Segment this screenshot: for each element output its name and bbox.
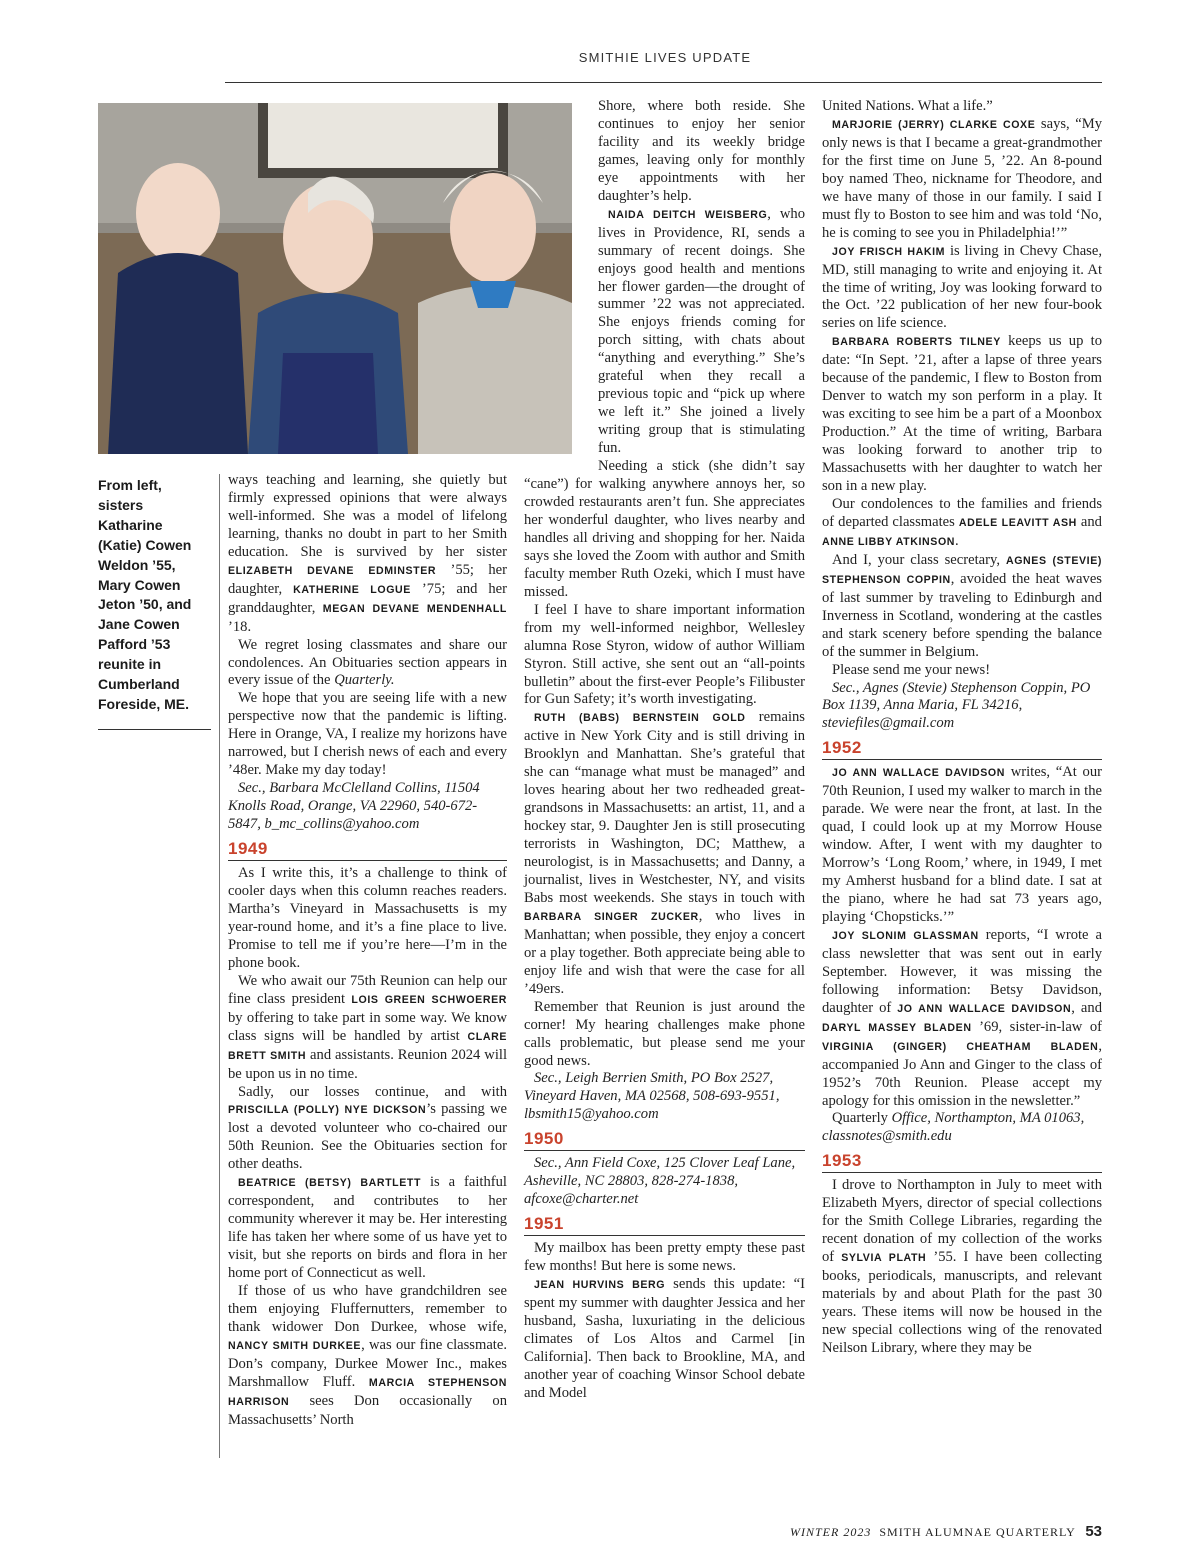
photo-illustration bbox=[98, 103, 572, 454]
secretary-contact: Sec., Agnes (Stevie) Stephenson Coppin, PO Box 1139, Anna Maria, FL 34216, steviefiles@gmail.com bbox=[822, 679, 1091, 732]
classmate-name: BARBARA SINGER ZUCKER bbox=[524, 910, 699, 923]
classmate-name: ELIZABETH DEVANE EDMINSTER bbox=[228, 564, 437, 577]
classmate-name: MARJORIE (JERRY) CLARKE COXE bbox=[832, 118, 1036, 131]
paragraph: JOY FRISCH HAKIM is living in Chevy Chase, MD, still managing to write and enjoying it. At the time of writing, Joy was looking forward to the Oct. ’22 publication of her new four-book series on life science. bbox=[822, 242, 1102, 332]
classmate-name: BARBARA ROBERTS TILNEY bbox=[832, 336, 1001, 349]
paragraph: We regret losing classmates and share our condolences. An Obituaries section appears in every issue of the Quarterly. bbox=[228, 636, 507, 689]
classmate-name: RUTH (BABS) BERNSTEIN GOLD bbox=[534, 712, 746, 725]
paragraph: Shore, where both reside. She continues to enjoy her senior facility and its weekly bridge games, leaving only for monthly eye appointments with her daughter’s help. bbox=[598, 98, 805, 204]
caption-rule bbox=[98, 729, 211, 730]
class-year-heading: 1953 bbox=[822, 1151, 1102, 1173]
paragraph: Needing a stick (she didn’t say “cane”) for walking anywhere annoys her, so crowded restaurants aren’t fun. She appreciates her wonderful daughter, who lives nearby and handles all driving and shopping for her. Naida says she loved the Zoom with author and Smith faculty member Ruth Ozeki, which I must have missed. bbox=[524, 458, 805, 600]
paragraph: JEAN HURVINS BERG sends this update: “I spent my summer with daughter Jessica and her husband, Sasha, luxuriating in the delicious climates of Los Altos and Carmel [in California]. Then back to Brookline, MA, and another year of coaching Winsor School debate and Model bbox=[524, 1276, 805, 1401]
classmate-name: NAIDA DEITCH WEISBERG bbox=[608, 208, 768, 221]
paragraph: MARJORIE (JERRY) CLARKE COXE says, “My only news is that I became a great-grandmother for the first time on June 5, ’22. An 8-pound boy named Theo, nickname for Theodore, and we have many of those in our family. I said I must fly to Boston to see him and was told ‘No, he is coming to see you in Philadelphia!’” bbox=[822, 115, 1102, 241]
classmate-name: NANCY SMITH DURKEE bbox=[228, 1339, 362, 1352]
paragraph: NAIDA DEITCH WEISBERG, who lives in Providence, RI, sends a summary of recent doings. She enjoys good health and mentions her flower garden—the drought of summer ’22 was not appreciated. She enjoys friends coming for porch sitting, with chats about “anything and everything.” She’s grateful when they recall a previous topic and “pick up where we left it.” She joined a lively writing group that is stimulating fun. bbox=[598, 205, 805, 457]
paragraph: If those of us who have grandchildren see them enjoying Fluffernutters, remember to thank widower Don Durkee, whose wife, NANCY SMITH DURKEE, was our fine classmate. Don’s company, Durkee Mower Inc., makes Marshmallow Fluff. MARCIA STEPHENSON HARRISON sees Don occasionally on Massachusetts’ North bbox=[228, 1282, 507, 1428]
classmate-name: LOIS GREEN SCHWOERER bbox=[351, 993, 507, 1006]
classmate-name: CLARE BRETT SMITH bbox=[228, 1030, 507, 1062]
paragraph: United Nations. What a life.” bbox=[822, 98, 993, 114]
classmate-name: KATHERINE LOGUE bbox=[293, 583, 411, 596]
paragraph: Remember that Reunion is just around the corner! My hearing challenges make phone calls problematic, but please send me your good news. bbox=[524, 998, 805, 1069]
paragraph: And I, your class secretary, AGNES (STEVIE) STEPHENSON COPPIN, avoided the heat waves of last summer by traveling to Edinburgh and Inverness in Scotland, wondering at the castles and stark scenery before spending the balance of the summer in Belgium. bbox=[822, 551, 1102, 660]
classmate-name: SYLVIA PLATH bbox=[841, 1252, 927, 1265]
paragraph: We hope that you are seeing life with a new perspective now that the pandemic is lifting. Here in Orange, VA, I realize my horizons have narrowed, but I cherish news of each and every ’48er. Make my day today! bbox=[228, 690, 507, 779]
wrapped-text-block bbox=[524, 98, 805, 458]
secretary-contact: Sec., Ann Field Coxe, 125 Clover Leaf Lane, Asheville, NC 28803, 828-274-1838, afcoxe@charter.net bbox=[524, 1155, 796, 1208]
classmate-name: JO ANN WALLACE DAVIDSON bbox=[897, 1002, 1072, 1015]
column-1 bbox=[228, 472, 507, 1430]
paragraph: Please send me your news! bbox=[832, 661, 991, 678]
classmate-name: ADELE LEAVITT ASH bbox=[958, 516, 1077, 529]
classmate-name: JEAN HURVINS BERG bbox=[534, 1279, 666, 1292]
column-2 bbox=[524, 98, 805, 1403]
classmate-name: JO ANN WALLACE DAVIDSON bbox=[832, 767, 1006, 780]
paragraph: JOY SLONIM GLASSMAN reports, “I wrote a class newsletter that was sent out in early September. However, it was missing the following information: Betsy Davidson, daughter of JO ANN WALLACE DAVIDSON, and DARYL MASSEY BLADEN ’69, sister-in-law of VIRGINIA (GINGER) CHEATHAM BLADEN, accompanied Jo Ann and Ginger to the class of 1952’s 70th Reunion. Please accept my apology for this omission in the newsletter.” bbox=[822, 926, 1103, 1109]
paragraph: Sadly, our losses continue, and with PRISCILLA (POLLY) NYE DICKSON’s passing we lost a devoted volunteer who co-chaired our 50th Reunion. See the Obituaries section for other deaths. bbox=[228, 1083, 507, 1173]
class-year-heading: 1949 bbox=[228, 839, 507, 861]
photo-caption: From left, sisters Katharine (Katie) Cowen Weldon ’55, Mary Cowen Jeton ’50, and Jane Cowen Pafford ’53 reunite in Cumberland Foreside, ME. bbox=[98, 477, 192, 712]
classmate-name: MEGAN DEVANE MENDENHALL bbox=[322, 602, 508, 615]
reunion-photo bbox=[98, 103, 572, 454]
column-3 bbox=[822, 98, 1102, 1358]
class-year-heading: 1950 bbox=[524, 1129, 805, 1151]
magazine-title: SMITH ALUMNAE QUARTERLY bbox=[879, 1525, 1076, 1539]
paragraph: RUTH (BABS) BERNSTEIN GOLD remains active in New York City and is still driving in Brooklyn and Manhattan. She’s grateful that she can “manage what must be managed” and loves hearing about her two redheaded great-grandsons in Massachusetts: an artist, 11, and a hockey star, 9. Daughter Jen is still prosecuting terrorists in Washington, DC; Matthew, a neurologist, is in Massachusetts; and Danny, a journalist, lives in Westchester, NY, and visits Babs most weekends. She stays in touch with BARBARA SINGER ZUCKER, who lives in Manhattan; when possible, they enjoy a concert or a play together. Both appreciate being able to enjoy life and wish that were the case for all ’49ers. bbox=[524, 709, 805, 997]
paragraph: BARBARA ROBERTS TILNEY keeps us up to date: “In Sept. ’21, after a lapse of three years because of the pandemic, I flew to Boston from Denver to watch my son perform in a play. It was exciting to see him be a part of a Moonbox Production.” At the time of writing, Barbara was looking forward to another trip to Massachusetts with her daughter to watch her son in a new play. bbox=[822, 333, 1102, 495]
paragraph: JO ANN WALLACE DAVIDSON writes, “At our 70th Reunion, I used my walker to march in the parade. We were near the front, at last. In the quad, I could look up at my Morrow House window. After, I went with my daughter to Morrow’s ‘Long Room,’ where, in 1949, I met my Amherst husband for a blind date. I sat at the piano, where he had sat 73 years ago, playing ‘Chopsticks.’” bbox=[822, 764, 1102, 925]
classmate-name: VIRGINIA (GINGER) CHEATHAM BLADEN bbox=[822, 1040, 1099, 1053]
classmate-name: JOY SLONIM GLASSMAN bbox=[832, 929, 979, 942]
secretary-contact: Quarterly Office, Northampton, MA 01063, classnotes@smith.edu bbox=[822, 1110, 1085, 1145]
paragraph: ways teaching and learning, she quietly but firmly expressed opinions that were always well-informed. She was a model of lifelong learning, thanks no doubt in part to her Smith education. She is survived by her sister ELIZABETH DEVANE EDMINSTER ’55; her daughter, KATHERINE LOGUE ’75; and her granddaughter, MEGAN DEVANE MENDENHALL ’18. bbox=[228, 472, 508, 635]
page-footer bbox=[790, 1523, 1102, 1540]
paragraph: Our condolences to the families and friends of departed classmates ADELE LEAVITT ASH and ANNE LIBBY ATKINSON. bbox=[822, 495, 1102, 549]
column-rule bbox=[219, 474, 220, 1458]
classmate-name: JOY FRISCH HAKIM bbox=[832, 245, 946, 258]
paragraph: As I write this, it’s a challenge to think of cooler days when this column reaches readers. Martha’s Vineyard in Massachusetts is my year-round home, and it’s a fine place to live. Promise to tell me if you’re here—I’m in the phone book. bbox=[228, 865, 507, 971]
classmate-name: PRISCILLA (POLLY) NYE DICKSON bbox=[228, 1104, 427, 1117]
class-year-heading: 1951 bbox=[524, 1214, 805, 1236]
classmate-name: ANNE LIBBY ATKINSON bbox=[822, 535, 956, 548]
paragraph: I feel I have to share important information from my well-informed neighbor, Wellesley alumna Rose Styron, widow of author William Styron. Still active, she sent out an “all-points bulletin” about the first-ever People’s Filibuster for Gun Safety; it’s worth investigating. bbox=[524, 601, 805, 708]
paragraph: We who await our 75th Reunion can help our fine class president LOIS GREEN SCHWOERER by offering to take part in some way. We know class signs will be handled by artist CLARE BRETT SMITH and assistants. Reunion 2024 will be upon us in no time. bbox=[228, 972, 507, 1082]
classmate-name: MARCIA STEPHENSON HARRISON bbox=[228, 1376, 507, 1408]
secretary-contact: Sec., Leigh Berrien Smith, PO Box 2527, Vineyard Haven, MA 02568, 508-693-9551, lbsmith15@yahoo.com bbox=[524, 1070, 780, 1123]
paragraph: My mailbox has been pretty empty these past few months! But here is some news. bbox=[524, 1240, 805, 1275]
issue-date: WINTER 2023 bbox=[790, 1525, 872, 1539]
classmate-name: DARYL MASSEY BLADEN bbox=[822, 1021, 972, 1034]
header-rule bbox=[225, 82, 1102, 83]
secretary-contact: Sec., Barbara McClelland Collins, 11504 Knolls Road, Orange, VA 22960, 540-672-5847, b_mc_collins@yahoo.com bbox=[228, 780, 480, 833]
paragraph: I drove to Northampton in July to meet with Elizabeth Myers, director of special collections for the Smith College Libraries, regarding the recent donation of my collection of the works of SYLVIA PLATH ’55. I have been collecting books, periodicals, manuscripts, and relevant materials by and about Plath for the past 30 years. These items will now be housed in the new special collections wing of the renovated Neilson Library, where they may be bbox=[822, 1177, 1103, 1356]
classmate-name: AGNES (STEVIE) STEPHENSON COPPIN bbox=[822, 554, 1102, 586]
class-year-heading: 1952 bbox=[822, 738, 1102, 760]
section-header: SMITHIE LIVES UPDATE bbox=[578, 50, 752, 65]
classmate-name: BEATRICE (BETSY) BARTLETT bbox=[238, 1177, 422, 1190]
paragraph: BEATRICE (BETSY) BARTLETT is a faithful correspondent, and contributes to her community wherever it may be. Her interesting life has taken her where some of us have yet to visit, but she reports on birds and flora in her home port of Connecticut as well. bbox=[228, 1174, 507, 1282]
page-number: 53 bbox=[1085, 1523, 1102, 1540]
